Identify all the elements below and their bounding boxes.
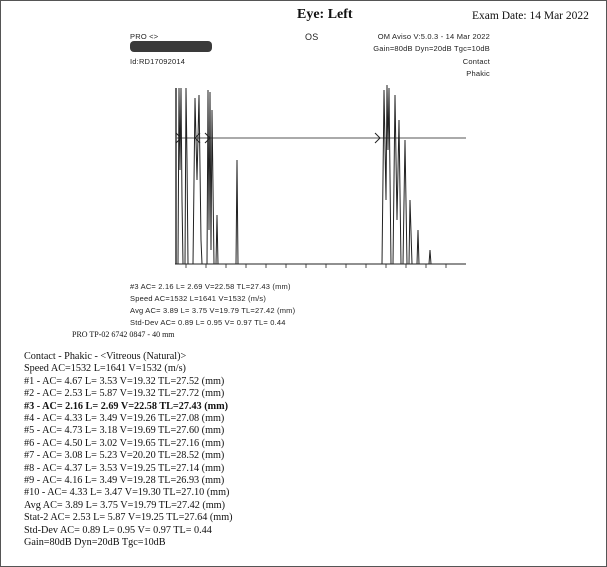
echo-lens-front [193, 95, 202, 264]
probe-info: PRO TP-02 6742 0847 - 40 mm [72, 330, 175, 339]
lens-phakic: Phakic [466, 69, 490, 78]
cursor-readout: #3 AC= 2.16 L= 2.69 V=22.58 TL=27.43 (mm) [130, 282, 291, 291]
echo-vitreous-a [216, 215, 218, 264]
echo-vitreous-b [236, 160, 238, 264]
echo-retina [382, 85, 391, 264]
patient-id: Id:RD17092014 [130, 57, 186, 66]
echo-orbit-a [403, 140, 407, 264]
speed-line: Speed AC=1532 L=1641 V=1532 (m/s) [24, 363, 186, 375]
echo-orbit-c [417, 230, 419, 264]
measurement-row: #10 - AC= 4.33 L= 3.47 V=19.30 TL=27.10 (mm) [24, 487, 230, 499]
echo-orbit-b [409, 200, 412, 264]
avg-line: Avg AC= 3.89 L= 3.75 V=19.79 TL=27.42 (mm) [24, 499, 225, 511]
echo-sclera [393, 95, 401, 264]
pro-label: PRO <> [130, 32, 159, 41]
measurement-row: #5 - AC= 4.73 L= 3.18 V=19.69 TL=27.60 (mm) [24, 425, 225, 437]
measurement-row: #2 - AC= 2.53 L= 5.87 V=19.32 TL=27.72 (mm) [24, 388, 225, 400]
measurement-row: #4 - AC= 4.33 L= 3.49 V=19.26 TL=27.08 (mm) [24, 413, 225, 425]
measurement-row: #8 - AC= 4.37 L= 3.53 V=19.25 TL=27.14 (mm) [24, 462, 225, 474]
eye-code: OS [305, 32, 319, 42]
echo-cornea [178, 88, 183, 264]
measurement-list [24, 351, 233, 550]
measurement-row: #7 - AC= 3.08 L= 5.23 V=20.20 TL=28.52 (mm) [24, 450, 225, 462]
avg-readout: Avg AC= 3.89 L= 3.75 V=19.79 TL=27.42 (mm) [130, 306, 296, 315]
speed-readout: Speed AC=1532 L=1641 V=1532 (m/s) [130, 294, 267, 303]
measurement-row-selected: #3 - AC= 2.16 L= 2.69 V=22.58 TL=27.43 (mm) [24, 400, 228, 412]
context-line: Contact - Phakic - <Vitreous (Natural)> [24, 351, 187, 362]
eye-title: Eye: Left [297, 7, 353, 22]
echo-orbit-d [429, 250, 431, 264]
stddev-readout: Std-Dev AC= 0.89 L= 0.95 V= 0.97 TL= 0.44 [130, 318, 286, 327]
echo-ac [185, 88, 188, 264]
device-info: OM Aviso V:5.0.3 - 14 Mar 2022 [377, 32, 490, 41]
measurement-row: #1 - AC= 4.67 L= 3.53 V=19.32 TL=27.52 (mm) [24, 375, 225, 387]
echo-lens-back [207, 90, 214, 264]
stat2-line: Stat-2 AC= 2.53 L= 5.87 V=19.25 TL=27.64 (mm) [24, 512, 233, 524]
measurement-row: #9 - AC= 4.16 L= 3.49 V=19.28 TL=26.93 (mm) [24, 475, 225, 487]
gain-info: Gain=80dB Dyn=20dB Tgc=10dB [373, 44, 490, 53]
gain-line: Gain=80dB Dyn=20dB Tgc=10dB [24, 537, 166, 549]
baseline-ticks [186, 264, 446, 268]
exam-date: Exam Date: 14 Mar 2022 [472, 10, 589, 22]
measurement-row: #6 - AC= 4.50 L= 3.02 V=19.65 TL=27.16 (mm) [24, 437, 225, 449]
stddev-line: Std-Dev AC= 0.89 L= 0.95 V= 0.97 TL= 0.44 [24, 524, 212, 536]
mode-contact: Contact [462, 57, 490, 66]
